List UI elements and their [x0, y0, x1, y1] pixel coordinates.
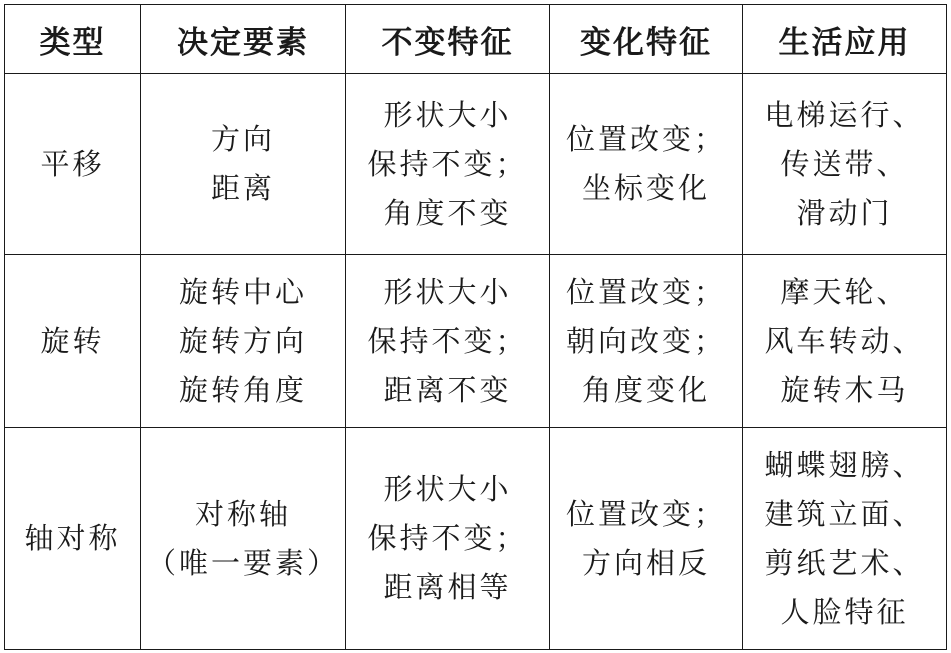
cell-line: 对称轴 — [194, 496, 291, 531]
cell-line: 位置改变； — [565, 496, 726, 531]
cell-factors — [141, 74, 346, 255]
cell-applications — [743, 74, 947, 255]
table-row-reflection — [5, 428, 947, 650]
cell-line: 位置改变； — [565, 122, 726, 156]
cell-line: 朝向改变； — [565, 323, 726, 358]
cell-line: 距离不变 — [383, 372, 512, 407]
header-applications: 生活应用 — [743, 5, 947, 74]
cell-changes — [550, 428, 743, 650]
cell-line: 距离相等 — [383, 570, 512, 604]
cell-line: 角度不变 — [383, 195, 512, 230]
cell-line: 摩天轮、 — [780, 274, 909, 309]
header-changes: 变化特征 — [550, 5, 743, 74]
cell-line: 旋转方向 — [178, 323, 307, 358]
cell-line: 传送带、 — [780, 146, 909, 181]
cell-line: 位置改变； — [565, 274, 726, 309]
header-type: 类型 — [5, 5, 141, 74]
header-row — [5, 5, 947, 74]
cell-line: 保持不变； — [367, 323, 528, 358]
cell-line: 旋转木马 — [780, 372, 909, 407]
cell-line: 形状大小 — [383, 97, 512, 132]
cell-line: 旋转 — [40, 323, 105, 358]
cell-line: 滑动门 — [796, 195, 893, 230]
cell-changes — [550, 74, 743, 255]
cell-invariants — [346, 255, 550, 428]
cell-applications — [743, 255, 947, 428]
transformation-table — [4, 4, 947, 650]
cell-line: （唯一要素） — [147, 545, 340, 580]
cell-type — [5, 74, 141, 255]
cell-line: 坐标变化 — [581, 171, 710, 205]
cell-line: 形状大小 — [383, 472, 512, 506]
cell-line: 建筑立面、 — [764, 496, 925, 531]
cell-changes — [550, 255, 743, 428]
cell-invariants — [346, 74, 550, 255]
cell-line: 平移 — [40, 146, 105, 181]
cell-line: 人脸特征 — [780, 594, 909, 629]
cell-line: 轴对称 — [24, 521, 121, 555]
cell-line: 剪纸艺术、 — [764, 545, 925, 580]
cell-line: 蝴蝶翅膀、 — [764, 447, 925, 482]
table-row-rotation — [5, 255, 947, 428]
cell-type — [5, 255, 141, 428]
cell-type — [5, 428, 141, 650]
cell-line: 保持不变； — [367, 521, 528, 555]
cell-line: 保持不变； — [367, 146, 528, 181]
cell-line: 方向相反 — [581, 545, 710, 580]
cell-line: 风车转动、 — [764, 323, 925, 358]
cell-line: 旋转中心 — [178, 274, 307, 309]
table-row-translation — [5, 74, 947, 255]
header-factors: 决定要素 — [141, 5, 346, 74]
cell-line: 形状大小 — [383, 274, 512, 309]
cell-line: 方向 — [210, 122, 275, 156]
cell-factors — [141, 428, 346, 650]
cell-invariants — [346, 428, 550, 650]
cell-line: 距离 — [210, 171, 275, 205]
cell-line: 电梯运行、 — [764, 97, 925, 132]
cell-line: 旋转角度 — [178, 372, 307, 407]
cell-line: 角度变化 — [581, 372, 710, 407]
header-invariants: 不变特征 — [346, 5, 550, 74]
cell-factors — [141, 255, 346, 428]
cell-applications — [743, 428, 947, 650]
